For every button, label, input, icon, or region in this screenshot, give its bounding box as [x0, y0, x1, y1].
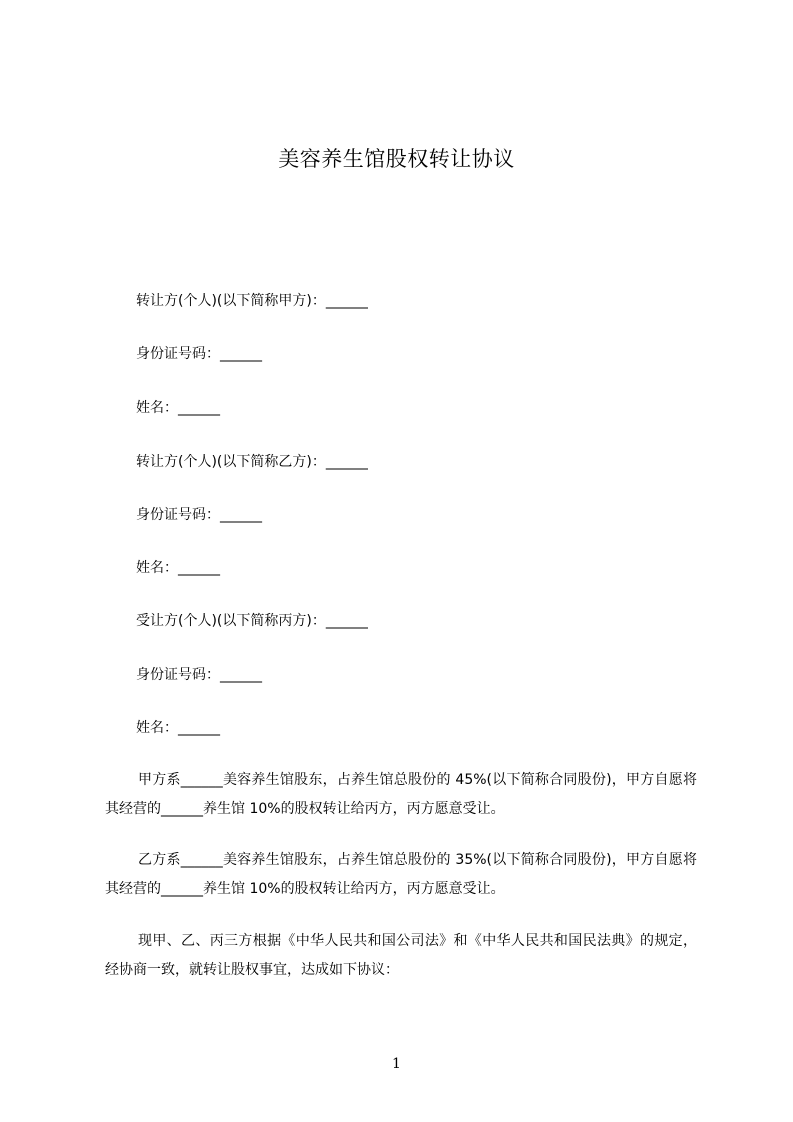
transferor-b-name-field: 姓名：______ — [136, 560, 220, 576]
paragraph-party-b: 乙方系______美容养生馆股东，占养生馆总股份的 35%(以下简称合同股份)，甲方自愿将其经营的______养生馆 10%的股权转让给丙方，丙方愿意受让。 — [105, 852, 697, 897]
transferor-b-id-field: 身份证号码：______ — [136, 507, 262, 523]
transferee-c-name-field: 姓名：______ — [136, 720, 220, 736]
page-number: 1 — [392, 1056, 401, 1072]
paragraph-agreement-basis: 现甲、乙、丙三方根据《中华人民共和国公司法》和《中华人民共和国民法典》的规定，经协商一致，就转让股权事宜，达成如下协议： — [105, 933, 697, 978]
transferor-a-field: 转让方(个人)(以下简称甲方)：______ — [136, 293, 368, 309]
paragraph-party-a: 甲方系______美容养生馆股东，占养生馆总股份的 45%(以下简称合同股份)，甲方自愿将其经营的______养生馆 10%的股权转让给丙方，丙方愿意受让。 — [105, 772, 697, 817]
transferor-a-id-field: 身份证号码：______ — [136, 346, 262, 362]
transferor-a-name-field: 姓名：______ — [136, 400, 220, 416]
transferor-b-field: 转让方(个人)(以下简称乙方)：______ — [136, 454, 368, 470]
transferee-c-id-field: 身份证号码：______ — [136, 667, 262, 683]
transferee-c-field: 受让方(个人)(以下简称丙方)：______ — [136, 613, 368, 629]
document-title: 美容养生馆股权转让协议 — [278, 147, 515, 171]
